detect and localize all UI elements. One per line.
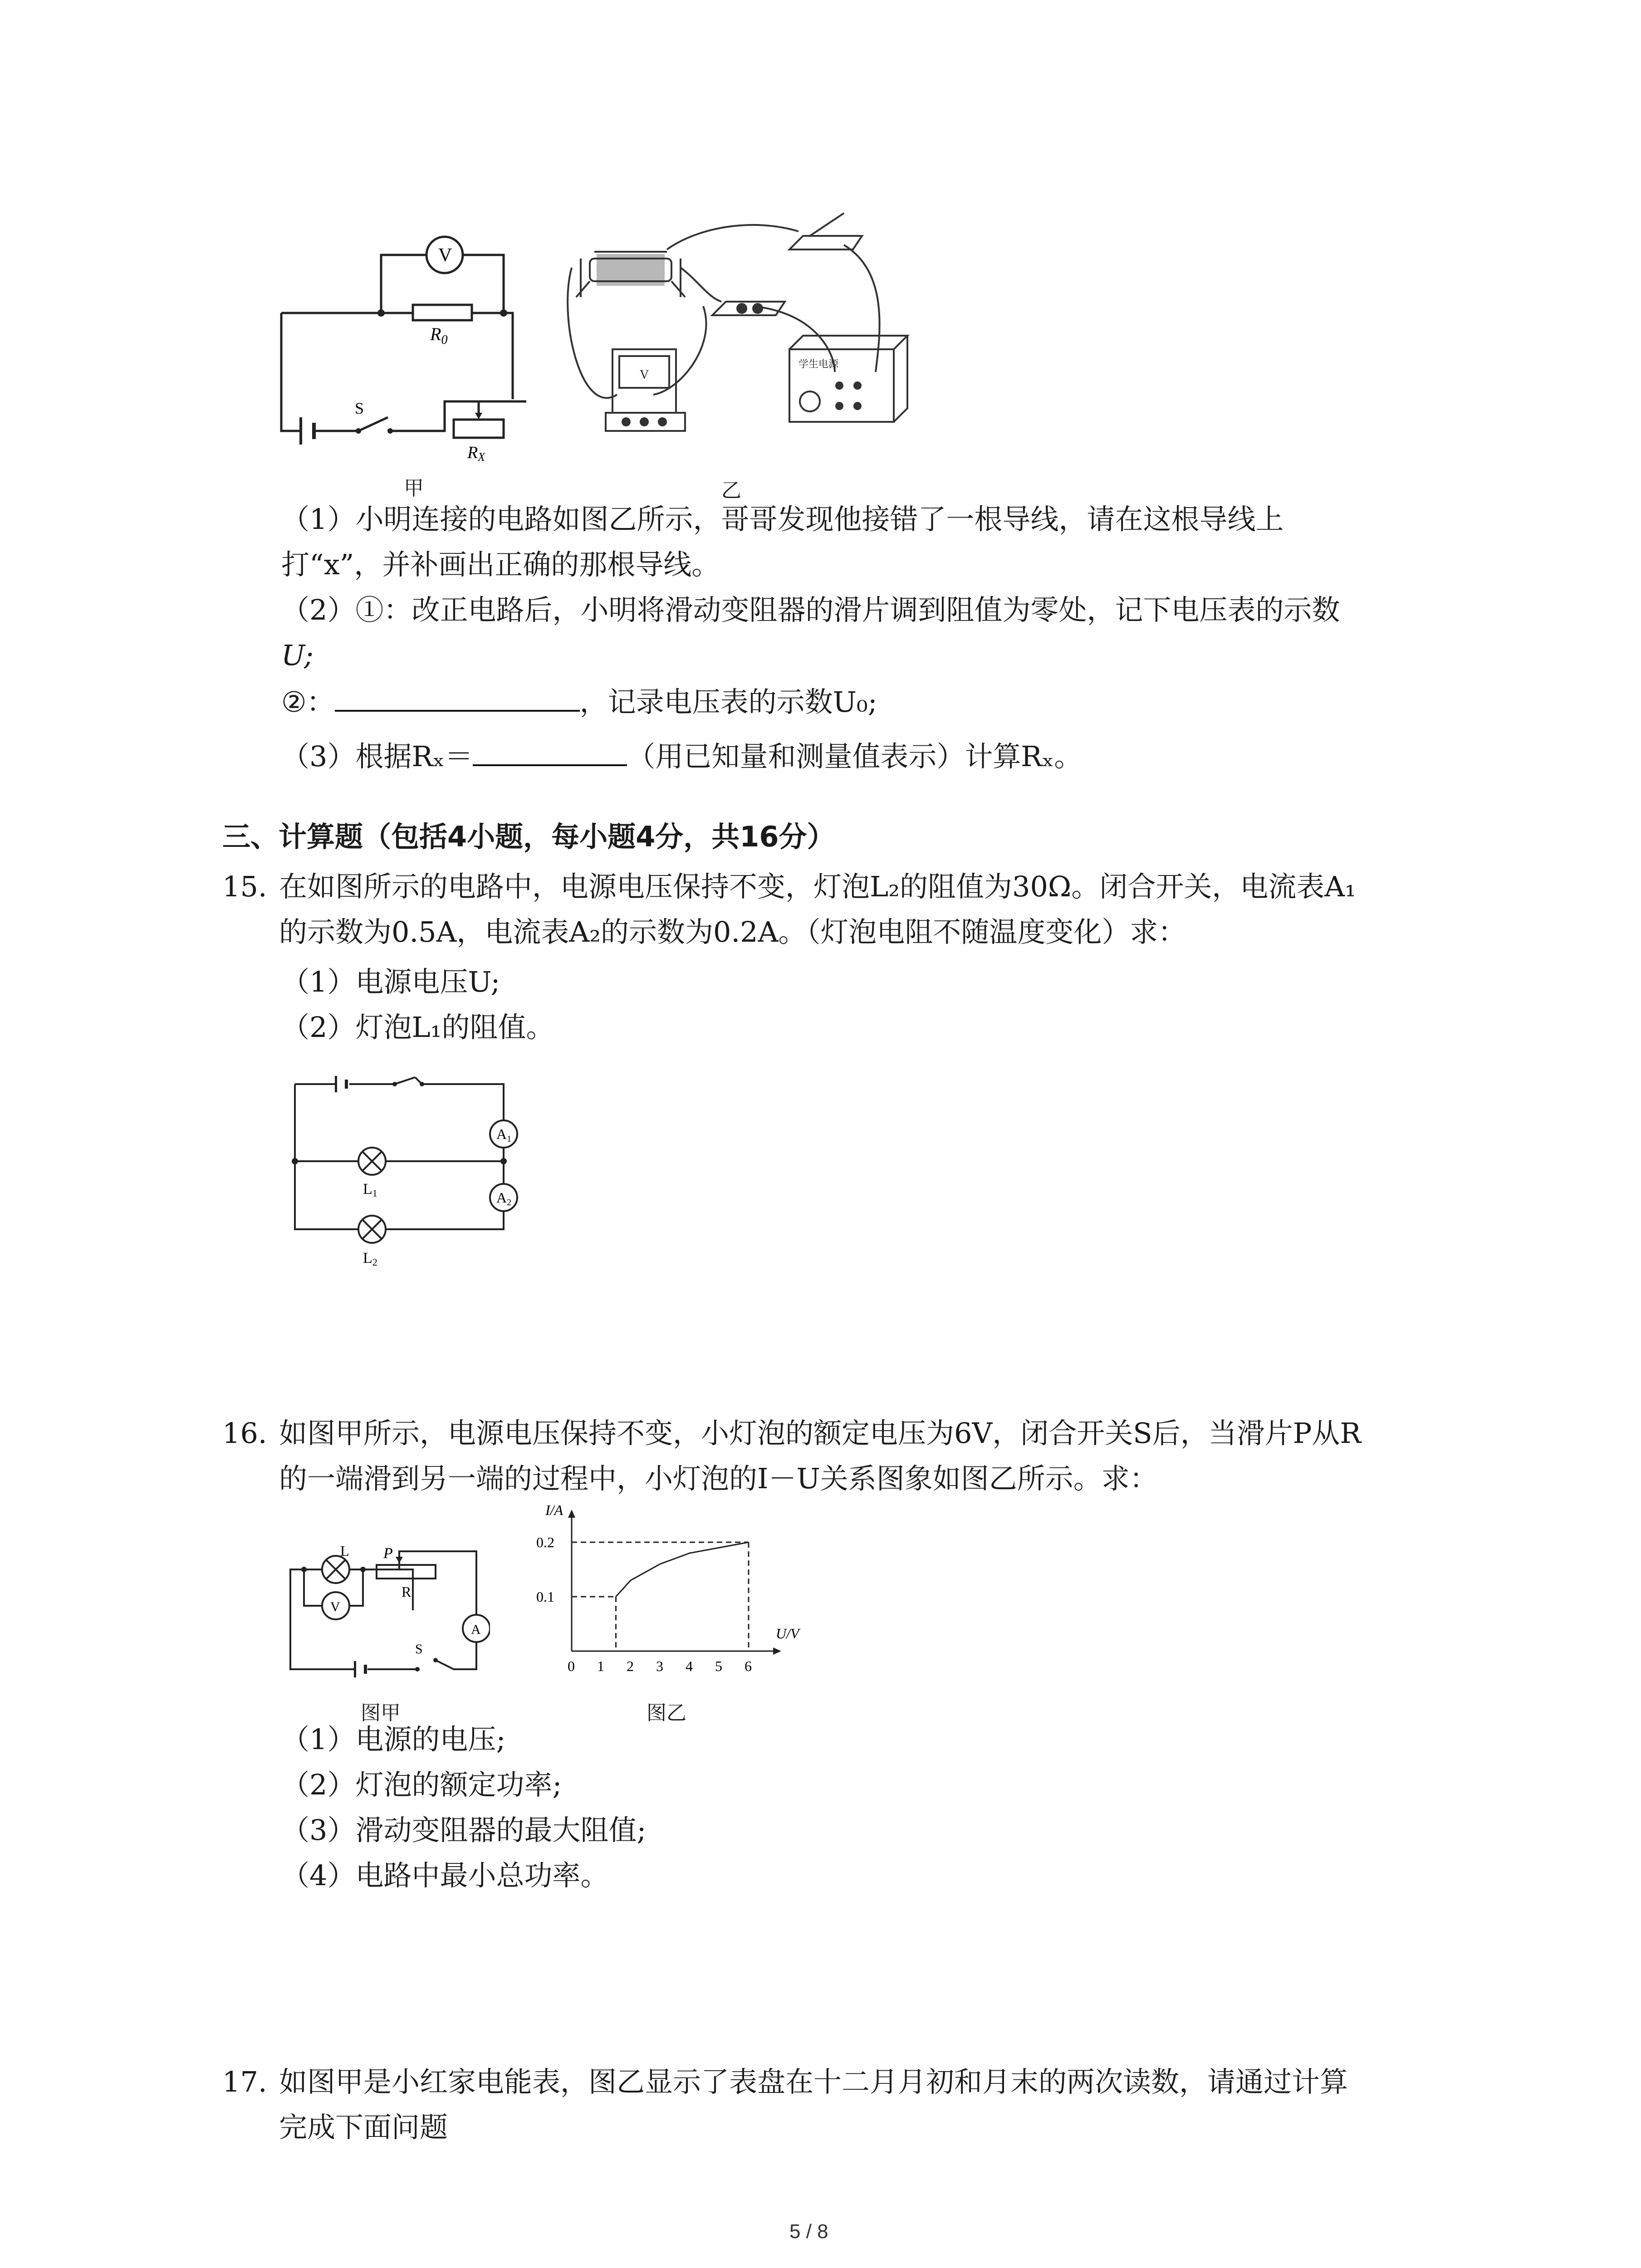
answer-blank-2[interactable] (473, 737, 627, 766)
iu-curve (616, 1542, 749, 1597)
q16-number: 16. (222, 1417, 267, 1450)
svg-text:A1 (496, 1126, 511, 1144)
x-tick-label: 6 (745, 1658, 752, 1674)
q15-line-1: 在如图所示的电路中，电源电压保持不变，灯泡L₂的阻值为30Ω。闭合开关，电流表A₁ (279, 870, 1356, 903)
a2-label: A (496, 1189, 507, 1206)
y-tick-label: 0.1 (536, 1589, 554, 1605)
section-3-title: 三、计算题（包括4小题，每小题4分，共16分） (222, 820, 835, 853)
caption-yi: 乙 (721, 479, 741, 502)
supply-label: 学生电源 (798, 358, 839, 370)
q15-line-4: （2）灯泡L₁的阻值。 (281, 1011, 554, 1044)
graph-ylabel: I/A (545, 1502, 563, 1518)
rx-label: R (467, 443, 478, 462)
q17-number: 17. (222, 2065, 267, 2098)
a1-sub: 1 (507, 1134, 512, 1144)
r0-sub: 0 (441, 333, 448, 347)
q16-circuit-caption: 图甲 (361, 1701, 401, 1725)
x-tick-label: 0 (568, 1658, 575, 1674)
q17-line-1: 如图甲是小红家电能表，图乙显示了表盘在十二月月初和月末的两次读数，请通过计算 (279, 2065, 1348, 2098)
x-tick-label: 3 (656, 1658, 663, 1674)
rheostat-label: R (402, 1584, 411, 1600)
q14-part3-suffix: （用已知量和测量值表示）计算Rₓ。 (627, 740, 1083, 773)
x-tick-label: 5 (715, 1658, 722, 1674)
q15-number: 15. (222, 870, 267, 903)
svg-text:L2 (363, 1250, 377, 1268)
figure-yi-apparatus (563, 200, 953, 454)
q16-line-4: （2）灯泡的额定功率; (281, 1768, 562, 1801)
q15-circuit (286, 1075, 540, 1275)
q16-line-2: 的一端滑到另一端的过程中，小灯泡的I－U关系图象如图乙所示。求： (279, 1462, 1158, 1495)
page-number: 5 / 8 (789, 2220, 828, 2243)
svg-text:RX (467, 443, 485, 463)
voltmeter-label-q16: V (330, 1599, 340, 1614)
figure-jia-circuit (272, 218, 526, 463)
svg-text:V: V (640, 368, 649, 382)
voltmeter-label: V (438, 245, 452, 266)
q16-circuit (286, 1533, 490, 1706)
x-tick-label: 2 (627, 1658, 634, 1674)
svg-text:A2 (496, 1189, 511, 1207)
q16-line-1: 如图甲所示，电源电压保持不变，小灯泡的额定电压为6V，闭合开关S后，当滑片P从R (279, 1417, 1362, 1450)
q16-iu-graph (522, 1497, 830, 1701)
q14-part3 (281, 737, 1082, 775)
q14-part2-a: （2）①：改正电路后，小明将滑动变阻器的滑片调到阻值为零处，记下电压表的示数 (281, 593, 1340, 626)
l1-sub: 1 (372, 1188, 377, 1199)
q17-line-2: 完成下面问题 (279, 2111, 448, 2144)
q15-line-3: （1）电源电压U; (281, 965, 500, 998)
y-tick-label: 0.2 (536, 1534, 554, 1550)
a1-label: A (496, 1126, 507, 1142)
a2-sub: 2 (507, 1198, 512, 1207)
switch-label-q16: S (415, 1642, 423, 1657)
caption-jia: 甲 (404, 477, 424, 500)
l1-label: L (363, 1181, 372, 1198)
slider-label: P (383, 1545, 393, 1562)
l2-sub: 2 (372, 1256, 377, 1268)
q14-part2-c-suffix: ，记录电压表的示数U₀; (579, 685, 877, 719)
q16-line-3: （1）电源的电压; (281, 1723, 506, 1756)
q14-part2-c-prefix: ②： (281, 685, 335, 719)
switch-label: S (355, 399, 364, 417)
rx-sub: X (478, 450, 485, 463)
q14-part1-a: （1）小明连接的电路如图乙所示，哥哥发现他接错了一根导线，请在这根导线上 (281, 503, 1284, 536)
q16-line-6: （4）电路中最小总功率。 (281, 1859, 609, 1892)
ammeter-label: A (471, 1622, 481, 1637)
q16-graph-caption: 图乙 (647, 1701, 686, 1725)
svg-text:R0 (430, 324, 447, 347)
q14-part3-prefix: （3）根据Rₓ＝ (281, 740, 473, 773)
answer-blank-1[interactable] (335, 683, 580, 712)
lamp-label: L (340, 1543, 349, 1559)
svg-text:L1 (363, 1181, 377, 1199)
q16-line-5: （3）滑动变阻器的最大阻值; (281, 1813, 647, 1847)
x-tick-label: 1 (597, 1658, 604, 1674)
q14-part2-b: U; (281, 639, 314, 672)
q15-line-2: 的示数为0.5A，电流表A₂的示数为0.2A。（灯泡电阻不随温度变化）求： (279, 915, 1186, 948)
l2-label: L (363, 1250, 372, 1266)
graph-xlabel: U/V (776, 1625, 799, 1642)
q14-part2-c (281, 683, 877, 720)
r0-label: R (430, 324, 441, 344)
x-tick-label: 4 (686, 1658, 693, 1674)
q14-part1-b: 打“x”，并补画出正确的那根导线。 (281, 548, 720, 581)
